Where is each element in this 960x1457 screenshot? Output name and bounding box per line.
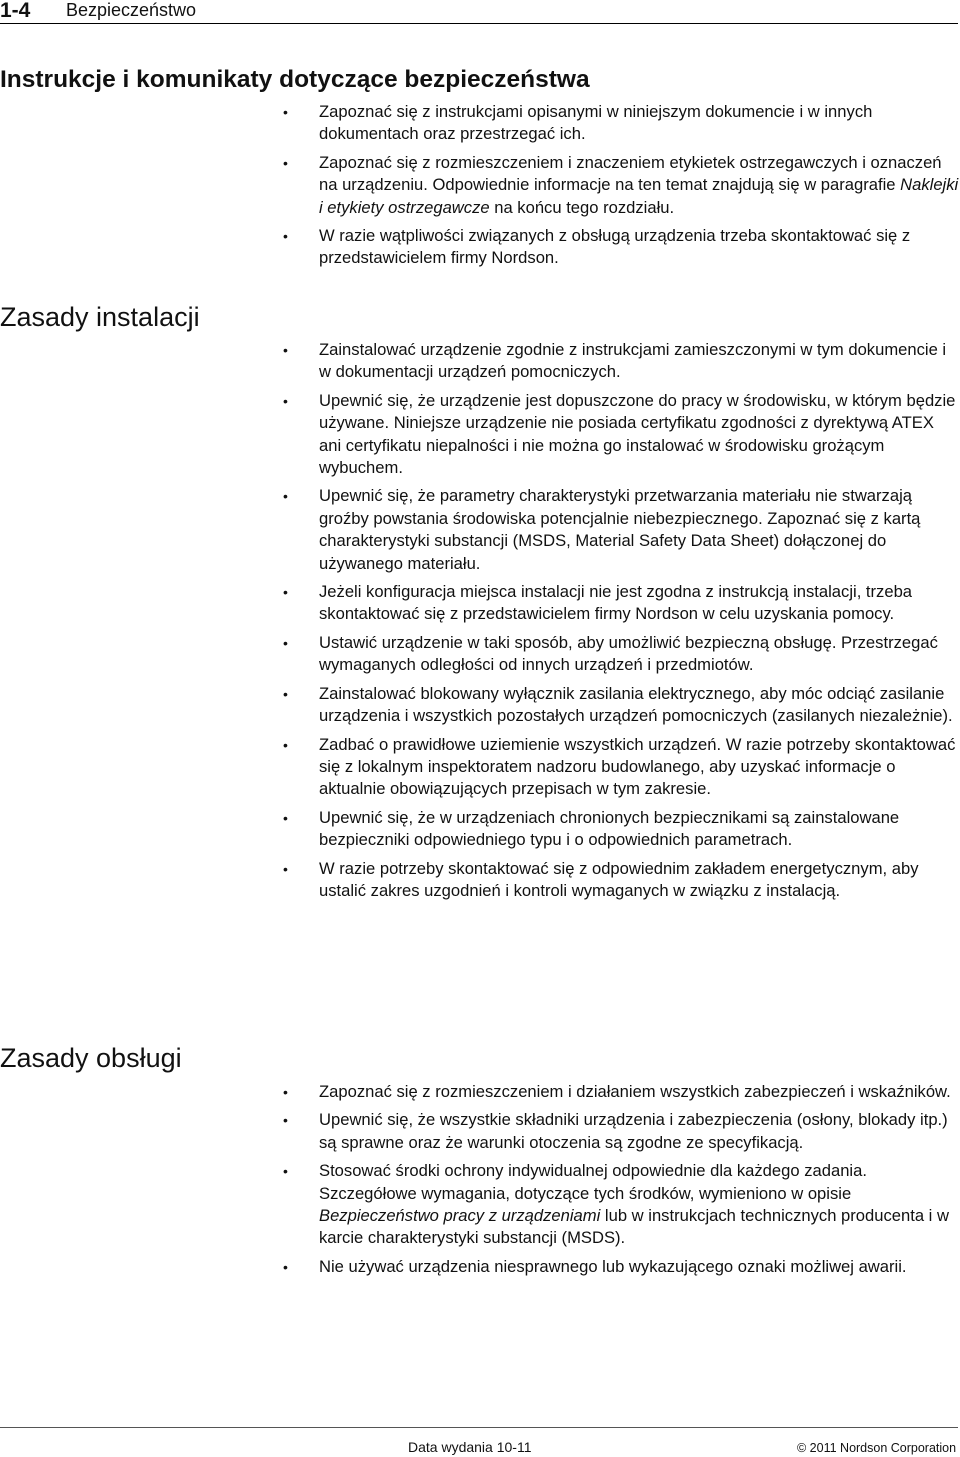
bullet-icon: • — [283, 809, 288, 826]
list-item: • Ustawić urządzenie w taki sposób, aby umożliwić bezpieczną obsługę. Przestrzegać wymaganych odległości od innych urządzeń i przedmiotów. — [283, 632, 938, 675]
reference-title: Naklejki i etykiety ostrzegawcze — [319, 175, 959, 217]
list-item: • Zapoznać się z instrukcjami opisanymi w niniejszym dokumencie i w innych dokumentach oraz przestrzegać ich. — [283, 102, 873, 144]
chapter-title: Bezpieczeństwo — [66, 0, 197, 20]
list-item: • W razie wątpliwości związanych z obsługą urządzenia trzeba skontaktować się z przedstawicielem firmy Nordson. — [283, 226, 911, 268]
list-item: • Jeżeli konfiguracja miejsca instalacji nie jest zgodna z instrukcją instalacji, trzeba skontaktować się z przedstawicielem firmy Nordson w celu uzyskania pomocy. — [283, 582, 913, 624]
bullet-icon: • — [283, 634, 288, 651]
footer-rule — [0, 1427, 958, 1428]
bullet-icon: • — [283, 488, 288, 505]
issue-date: Data wydania 10-11 — [408, 1439, 532, 1455]
bullet-icon: • — [283, 736, 288, 753]
page-header — [0, 0, 960, 24]
list-item: • Zapoznać się z rozmieszczeniem i działaniem wszystkich zabezpieczeń i wskaźników. — [283, 1081, 959, 1103]
bullet-icon: • — [283, 154, 288, 171]
bullet-icon: • — [283, 1084, 288, 1100]
list-item: • W razie potrzeby skontaktować się z odpowiednim zakładem energetycznym, aby ustalić zakres uzgodnień i kontroli wymaganych w związku z instalacją. — [283, 858, 919, 900]
page-number: 1-4 — [0, 0, 31, 22]
bullet-icon: • — [283, 1258, 288, 1275]
bullet-icon: • — [283, 860, 288, 877]
bullet-icon: • — [283, 685, 288, 702]
page-footer — [0, 1427, 960, 1457]
installation-heading: Zasady instalacji — [0, 302, 200, 332]
header-rule — [0, 23, 958, 24]
list-item: • Nie używać urządzenia niesprawnego lub wykazującego oznaki możliwej awarii. — [283, 1256, 959, 1278]
intro-list — [283, 101, 959, 276]
list-item: • Zainstalować blokowany wyłącznik zasilania elektrycznego, aby móc odciąć zasilanie urządzenia i wszystkich pozostałych urządzeń pomocniczych (zasilanych niezależnie). — [283, 683, 953, 726]
bullet-icon: • — [283, 104, 288, 120]
bullet-icon: • — [283, 342, 288, 358]
list-item: • Zadbać o prawidłowe uziemienie wszystkich urządzeń. W razie potrzeby skontaktować się z lokalnym inspektoratem nadzoru budowlanego, aby uzyskać informacje o aktualnie obowiązujących przepisach w tym zakresie. — [283, 734, 956, 799]
list-item: • Upewnić się, że w urządzeniach chronionych bezpiecznikami są zainstalowane bezpieczniki odpowiedniego typu i o odpowiednich parametrach. — [283, 807, 900, 850]
reference-title: Bezpieczeństwo pracy z urządzeniami — [319, 1206, 601, 1226]
bullet-icon: • — [283, 1112, 288, 1129]
installation-list — [283, 339, 959, 908]
list-item: • Zainstalować urządzenie zgodnie z instrukcjami zamieszczonymi w tym dokumencie i w dokumentacji urządzeń pomocniczych. — [283, 340, 947, 382]
operation-heading: Zasady obsługi — [0, 1043, 182, 1073]
bullet-icon: • — [283, 228, 288, 245]
bullet-icon: • — [283, 392, 288, 409]
copyright: © 2011 Nordson Corporation — [797, 1441, 957, 1455]
operation-list — [283, 1081, 959, 1284]
list-item: • Upewnić się, że urządzenie jest dopuszczone do pracy w środowisku, w którym będzie używane. Niniejsze urządzenie nie posiada certyfikatu zgodności z dyrektywą ATEX ani certyfikatu niepalności i nie można go instalować w środowisku grożącym wybuchem. — [283, 390, 956, 478]
section-title: Instrukcje i komunikaty dotyczące bezpieczeństwa — [0, 66, 590, 93]
bullet-icon: • — [283, 584, 288, 601]
bullet-icon: • — [283, 1163, 288, 1180]
list-item: • Zapoznać się z rozmieszczeniem i znaczeniem etykietek ostrzegawczych i oznaczeń na urządzeniu. Odpowiednie informacje na ten temat znajdują się w paragrafie Naklejki i etykiety ostrzegawcze na końcu tego rozdziału. — [283, 152, 959, 217]
list-item: • Upewnić się, że parametry charakterystyki przetwarzania materiału nie stwarzają groźby powstania środowiska potencjalnie niebezpiecznego. Zapoznać się z kartą charakterystyki substancji (MSDS, Material Safety Data Sheet) dołączonej do używanego materiału. — [283, 486, 921, 573]
list-item: • Upewnić się, że wszystkie składniki urządzenia i zabezpieczenia (osłony, blokady itp.) są sprawne oraz że warunki otoczenia są zgodne ze specyfikacją. — [283, 1110, 948, 1152]
list-item: • Stosować środki ochrony indywidualnej odpowiednie dla każdego zadania. Szczegółowe wymagania, dotyczące tych środków, wymieniono w opisie Bezpieczeństwo pracy z urządzeniami lub w instrukcjach technicznych producenta i w karcie charakterystyki substancji (MSDS). — [283, 1161, 949, 1248]
